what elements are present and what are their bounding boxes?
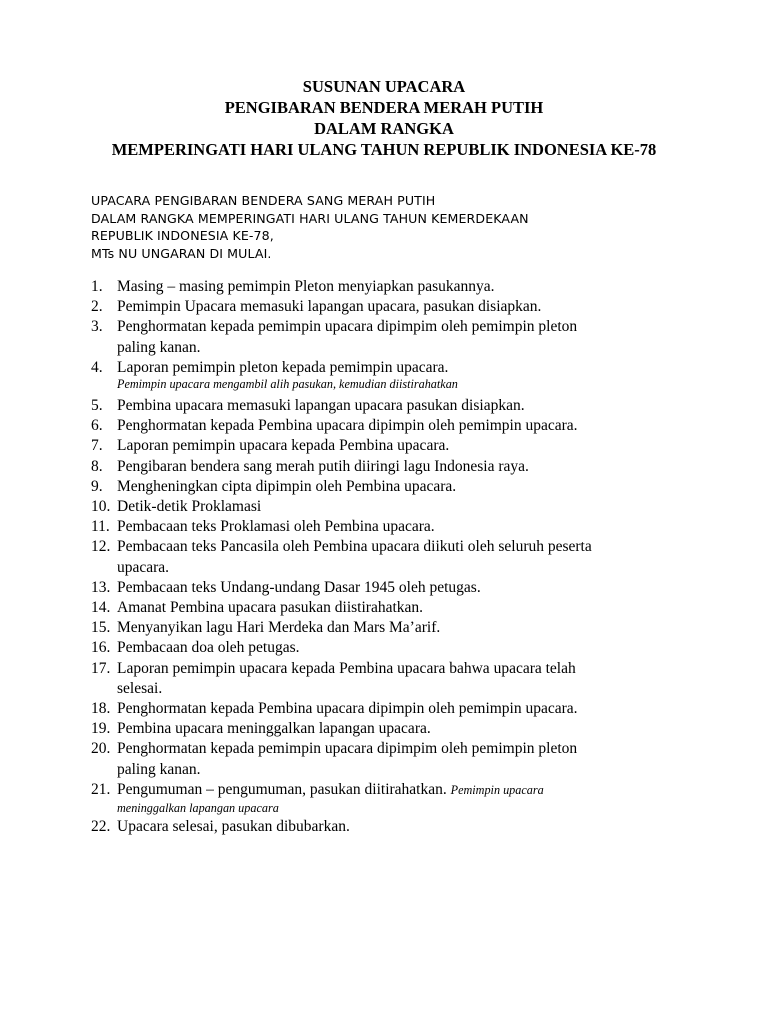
step-text [117, 618, 691, 638]
step-inline-note: Pemimpin upacara [450, 782, 544, 797]
step-line-text: Pengumuman – pengumuman, pasukan diitirahatkan. [117, 780, 447, 798]
step-text [117, 436, 691, 456]
ceremony-steps-list [91, 277, 691, 837]
step-line [117, 297, 691, 317]
title-line: SUSUNAN UPACARA [302, 77, 466, 96]
step-line [117, 659, 691, 679]
step-line-text: upacara. [117, 558, 170, 576]
step-text [117, 416, 691, 436]
step-text [117, 477, 691, 497]
step-number: 18. [91, 700, 111, 718]
list-item [91, 699, 691, 719]
step-text [117, 817, 691, 837]
step-line-text: Amanat Pembina upacara pasukan diistirahatkan. [117, 599, 424, 617]
step-number: 22. [91, 818, 111, 836]
step-line [117, 618, 691, 638]
intro-line: UPACARA PENGIBARAN BENDERA SANG MERAH PUTIH [91, 193, 436, 208]
step-line-text: Laporan pemimpin upacara kepada Pembina upacara. [117, 437, 450, 455]
list-item [91, 297, 691, 317]
step-text [117, 598, 691, 618]
step-line-text: Penghormatan kepada Pembina upacara dipimpin oleh pemimpin upacara. [117, 700, 578, 718]
step-text [117, 659, 691, 699]
step-line [117, 817, 691, 837]
intro-line: MTs NU UNGARAN DI MULAI. [91, 245, 272, 261]
step-line-text: Menyanyikan lagu Hari Merdeka dan Mars Ma’arif. [117, 619, 441, 637]
list-item [91, 598, 691, 618]
step-line [117, 638, 691, 658]
step-line-text: paling kanan. [117, 338, 201, 356]
step-number: 15. [91, 619, 111, 637]
step-line [117, 558, 691, 578]
list-item [91, 358, 691, 392]
step-line-text: Mengheningkan cipta dipimpin oleh Pembina upacara. [117, 477, 457, 495]
list-item [91, 638, 691, 658]
list-item [91, 497, 691, 517]
step-text [117, 396, 691, 416]
intro-line: DALAM RANGKA MEMPERINGATI HARI ULANG TAHUN KEMERDEKAAN [91, 210, 529, 226]
step-line [117, 780, 691, 800]
step-note: Pemimpin upacara mengambil alih pasukan, kemudian diistirahatkan [117, 377, 458, 392]
list-item [91, 659, 691, 699]
step-line-text: selesai. [117, 679, 163, 697]
step-text [117, 277, 691, 297]
step-number: 6. [91, 417, 103, 435]
step-line [117, 598, 691, 618]
step-number: 17. [91, 659, 111, 677]
step-text [117, 497, 691, 517]
step-text [117, 578, 691, 598]
step-number: 10. [91, 498, 111, 516]
step-text [117, 457, 691, 477]
step-line-text: Detik-detik Proklamasi [117, 498, 262, 516]
step-line [117, 396, 691, 416]
step-number: 9. [91, 477, 103, 495]
step-line [117, 537, 691, 557]
step-number: 7. [91, 437, 103, 455]
step-line-text: Masing – masing pemimpin Pleton menyiapkan pasukannya. [117, 278, 495, 295]
step-text [117, 739, 691, 779]
step-line-text: Penghormatan kepada pemimpin upacara dipimpim oleh pemimpin pleton [117, 318, 578, 336]
step-line [117, 760, 691, 780]
step-note-continued: meninggalkan lapangan upacara [117, 801, 279, 816]
intro-paragraph [91, 192, 691, 262]
step-text [117, 517, 691, 537]
step-number: 2. [91, 298, 103, 316]
step-line-text: Penghormatan kepada pemimpin upacara dipimpim oleh pemimpin pleton [117, 740, 578, 758]
title-line: PENGIBARAN BENDERA MERAH PUTIH [224, 98, 544, 117]
step-number: 8. [91, 457, 103, 475]
step-line [117, 277, 691, 297]
step-line-text: paling kanan. [117, 760, 201, 778]
step-line [117, 517, 691, 537]
step-line [117, 317, 691, 337]
step-line [117, 338, 691, 358]
list-item [91, 436, 691, 456]
step-number: 3. [91, 318, 103, 336]
step-line-text: Pembacaan teks Proklamasi oleh Pembina upacara. [117, 518, 435, 536]
step-line [117, 457, 691, 477]
step-text [117, 317, 691, 357]
step-line [117, 739, 691, 759]
list-item [91, 537, 691, 577]
step-line [117, 719, 691, 739]
step-number: 13. [91, 578, 111, 596]
list-item [91, 780, 691, 817]
step-line [117, 477, 691, 497]
step-text [117, 638, 691, 658]
list-item [91, 739, 691, 779]
list-item [91, 477, 691, 497]
step-line-text: Laporan pemimpin pleton kepada pemimpin upacara. [117, 358, 449, 376]
step-line-text: Upacara selesai, pasukan dibubarkan. [117, 818, 350, 836]
step-line [117, 497, 691, 517]
step-number: 11. [91, 518, 110, 536]
step-number: 4. [91, 358, 103, 376]
document-title [0, 76, 768, 160]
step-number: 21. [91, 780, 111, 798]
step-line-text: Pembina upacara meninggalkan lapangan upacara. [117, 720, 431, 738]
list-item [91, 578, 691, 598]
step-line-text: Pembacaan teks Pancasila oleh Pembina upacara diikuti oleh seluruh peserta [117, 538, 592, 556]
step-line [117, 679, 691, 699]
step-line [117, 699, 691, 719]
step-number: 5. [91, 397, 103, 415]
step-line [117, 578, 691, 598]
list-item [91, 817, 691, 837]
step-line-text: Pengibaran bendera sang merah putih diiringi lagu Indonesia raya. [117, 457, 529, 475]
step-number: 1. [91, 278, 103, 295]
list-item [91, 396, 691, 416]
step-number: 12. [91, 538, 111, 556]
step-text [117, 719, 691, 739]
list-item [91, 416, 691, 436]
step-line-text: Penghormatan kepada Pembina upacara dipimpin oleh pemimpin upacara. [117, 417, 578, 435]
step-line-text: Pemimpin Upacara memasuki lapangan upacara, pasukan disiapkan. [117, 298, 542, 316]
step-line [117, 416, 691, 436]
step-text [117, 699, 691, 719]
step-number: 16. [91, 639, 111, 657]
step-line-text: Laporan pemimpin upacara kepada Pembina upacara bahwa upacara telah [117, 659, 576, 677]
step-line-text: Pembacaan teks Undang-undang Dasar 1945 oleh petugas. [117, 578, 481, 596]
step-line [117, 358, 691, 378]
step-number: 14. [91, 599, 111, 617]
list-item [91, 618, 691, 638]
step-line-text: Pembina upacara memasuki lapangan upacara pasukan disiapkan. [117, 397, 525, 415]
step-number: 19. [91, 720, 111, 738]
step-text [117, 297, 691, 317]
list-item [91, 277, 691, 297]
step-text [117, 780, 691, 817]
list-item [91, 517, 691, 537]
step-text [117, 537, 691, 577]
step-text [117, 358, 691, 392]
step-number: 20. [91, 740, 111, 758]
list-item [91, 457, 691, 477]
step-line [117, 436, 691, 456]
list-item [91, 317, 691, 357]
intro-line: REPUBLIK INDONESIA KE-78, [91, 228, 274, 243]
title-line: DALAM RANGKA [314, 119, 454, 138]
title-line: MEMPERINGATI HARI ULANG TAHUN REPUBLIK INDONESIA KE-78 [111, 140, 657, 159]
step-line-text: Pembacaan doa oleh petugas. [117, 639, 300, 657]
list-item [91, 719, 691, 739]
